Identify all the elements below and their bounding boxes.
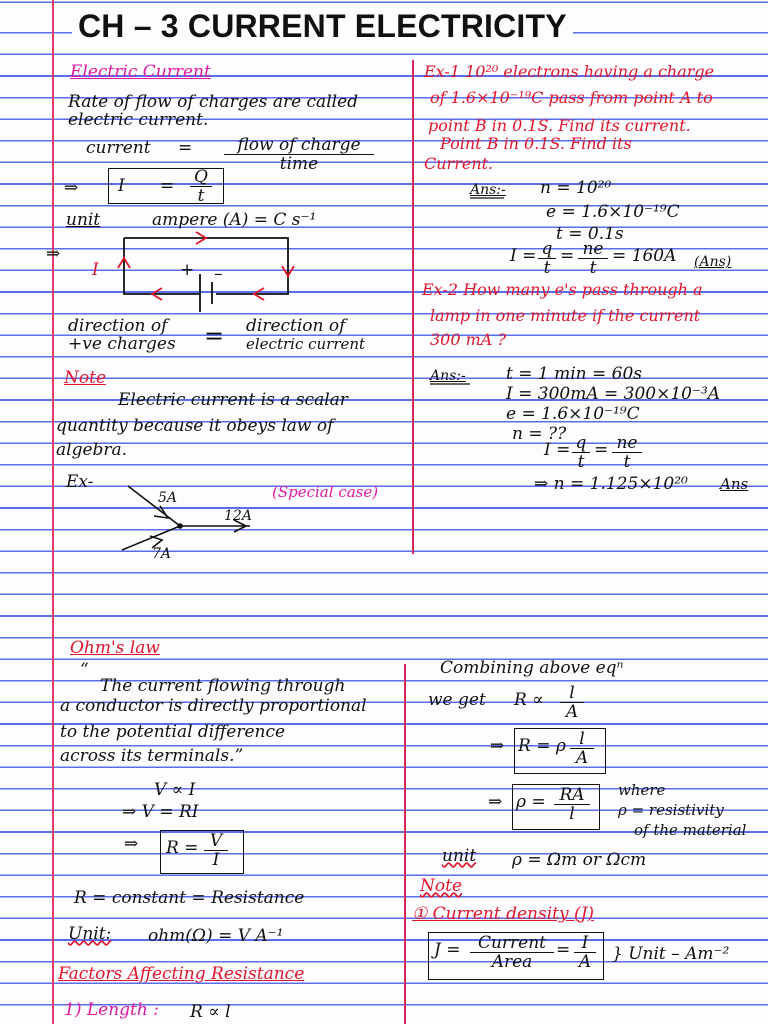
note2-heading: Note [420, 876, 463, 896]
rho2-num: RA [554, 786, 590, 805]
ex1-line-3: point B in 0.1S. Find its current. [428, 116, 691, 135]
rho-unit-value: ρ = Ωm or Ωcm [512, 850, 647, 870]
rho-num: l [570, 730, 594, 749]
battery-minus: – [214, 264, 223, 284]
direction-line-2b: electric current [246, 335, 366, 353]
flow-denominator: time [279, 154, 319, 174]
ex2-line-1: Ex-2 How many e's pass through a [422, 280, 703, 299]
ans2-q: q [572, 434, 590, 453]
cd-den-1: Area [491, 952, 533, 972]
direction-equals: = [204, 322, 225, 350]
length-relation: R ∝ l [190, 1002, 231, 1022]
formula-lhs: I [118, 176, 125, 196]
ans1-t2: t [589, 258, 597, 278]
ans2-eq2: = [594, 440, 609, 460]
example-label: Ex- [66, 472, 94, 492]
r-prop-la: R ∝ [514, 690, 544, 710]
ex1-line-1: Ex-1 10²⁰ electrons having a charge [424, 62, 715, 81]
page-title: CH – 3 CURRENT ELECTRICITY [72, 8, 573, 45]
electric-current-heading: Electric Current [70, 62, 211, 82]
ex1-line-2: of 1.6×10⁻¹⁹C pass from point A to [430, 88, 713, 107]
formula-eq: = [160, 176, 175, 196]
ans2-t1: t [577, 452, 585, 472]
ans2-tag: Ans [720, 475, 749, 493]
unit-value: ampere (A) = C s⁻¹ [152, 210, 317, 230]
ohm-unit-value: ohm(Ω) = V A⁻¹ [148, 926, 284, 946]
circuit-current-arrows [118, 232, 294, 300]
ohm-quote-line-1: The current flowing through [100, 676, 346, 696]
ohm-quote-line-3: to the potential difference [60, 722, 286, 742]
ans2-result: ⇒ n = 1.125×10²⁰ [534, 474, 688, 494]
direction-line-1b: direction of [246, 316, 346, 336]
v-prop-i: V ∝ I [154, 780, 196, 800]
ex1-line-5: Current. [424, 154, 494, 173]
ohm-quote-line-4: across its terminals.” [60, 746, 244, 766]
v-equals-ri: ⇒ V = RI [122, 802, 199, 822]
where-line-3: of the material [634, 821, 747, 839]
length-label: 1) Length : [64, 1000, 159, 1020]
rho-implies: ⇒ [490, 736, 505, 756]
implies-arrow: ⇒ [64, 178, 79, 198]
battery-plus: + [180, 260, 195, 280]
formula-num: Q [190, 168, 212, 187]
note-heading: Note [64, 368, 107, 388]
cd-num-1: Current [470, 934, 554, 953]
r-den: I [212, 850, 220, 870]
ans1-e: e = 1.6×10⁻¹⁹C [546, 202, 680, 222]
cd-lhs: J = [434, 940, 461, 960]
ans2-ne: ne [612, 434, 642, 453]
flow-numerator: flow of charge [224, 136, 374, 155]
rho-den: A [575, 748, 589, 768]
r-implies: ⇒ [124, 834, 139, 854]
ans2-I-lhs: I = [544, 440, 571, 460]
rho-unit-label: unit [442, 846, 477, 866]
current-label: current [86, 138, 151, 158]
ohms-law-heading: Ohm's law [70, 638, 160, 658]
cd-den-2: A [578, 952, 592, 972]
definition-line-2: electric current. [68, 110, 209, 130]
r-prop-num: l [560, 684, 584, 703]
ex2-line-2: lamp in one minute if the current [430, 306, 701, 325]
ans1-t: t = 0.1s [556, 224, 624, 244]
rho2-implies: ⇒ [488, 792, 503, 812]
rho-lhs: R = ρ [518, 736, 566, 756]
ans2-label: Ans:- [430, 368, 466, 384]
ans1-eq2: = [560, 246, 575, 266]
ans1-q: q [538, 240, 556, 259]
rho2-den: l [569, 804, 575, 824]
ans1-result: = 160A [612, 246, 677, 266]
ex2-line-3: 300 mA ? [430, 330, 507, 349]
direction-line-2a: +ve charges [68, 334, 176, 354]
ans1-I-lhs: I = [510, 246, 537, 266]
junction-diagram [122, 486, 250, 550]
ans2-t: t = 1 min = 60s [506, 364, 643, 384]
note-line-3: algebra. [56, 440, 128, 460]
special-case-label: (Special case) [272, 483, 379, 501]
cd-unit: } Unit – Am⁻² [612, 944, 730, 964]
ans1-label: Ans:- [470, 182, 506, 198]
junction-12a: 12A [224, 508, 252, 524]
cd-eq: = [556, 940, 571, 960]
ans2-t2: t [623, 452, 631, 472]
quote-open: “ [80, 660, 89, 680]
ex1-line-4: Point B in 0.1S. Find its [440, 134, 632, 153]
combining-line: Combining above eqⁿ [440, 658, 624, 678]
circuit-current-label: I [92, 260, 99, 280]
unit-label: unit [66, 210, 101, 230]
ans1-ne: ne [578, 240, 608, 259]
ans2-e: e = 1.6×10⁻¹⁹C [506, 404, 640, 424]
ans2-n: n = ?? [512, 424, 567, 444]
r-num: V [204, 832, 228, 851]
we-get: we get [428, 690, 486, 710]
circuit-diagram [124, 238, 288, 312]
ans1-tag: (Ans) [694, 254, 732, 270]
circuit-arrow: ⇒ [46, 244, 61, 264]
r-lhs: R = [166, 838, 199, 858]
equals-sign: = [178, 138, 193, 158]
ans1-n: n = 10²⁰ [540, 178, 612, 198]
rho2-lhs: ρ = [516, 792, 546, 812]
factors-heading: Factors Affecting Resistance [58, 964, 305, 984]
formula-den: t [197, 186, 205, 206]
ohm-unit-label: Unit: [68, 924, 112, 944]
r-prop-den: A [565, 702, 579, 722]
ans2-I: I = 300mA = 300×10⁻³A [506, 384, 721, 404]
definition-line-1: Rate of flow of charges are called [68, 92, 359, 112]
ans1-t1: t [543, 258, 551, 278]
answer-underlines [430, 198, 507, 384]
r-constant: R = constant = Resistance [74, 888, 305, 908]
cd-num-2: I [574, 934, 596, 953]
ohm-quote-line-2: a conductor is directly proportional [60, 696, 367, 716]
direction-line-1a: direction of [68, 316, 168, 336]
note-line-2: quantity because it obeys law of [56, 416, 334, 436]
current-density-heading: ① Current density (J) [412, 904, 595, 924]
junction-5a: 5A [158, 490, 178, 506]
junction-7a: 7A [152, 546, 172, 562]
where-line-1: where [618, 781, 666, 799]
note-line-1: Electric current is a scalar [118, 390, 348, 410]
where-line-2: ρ = resistivity [618, 801, 724, 819]
